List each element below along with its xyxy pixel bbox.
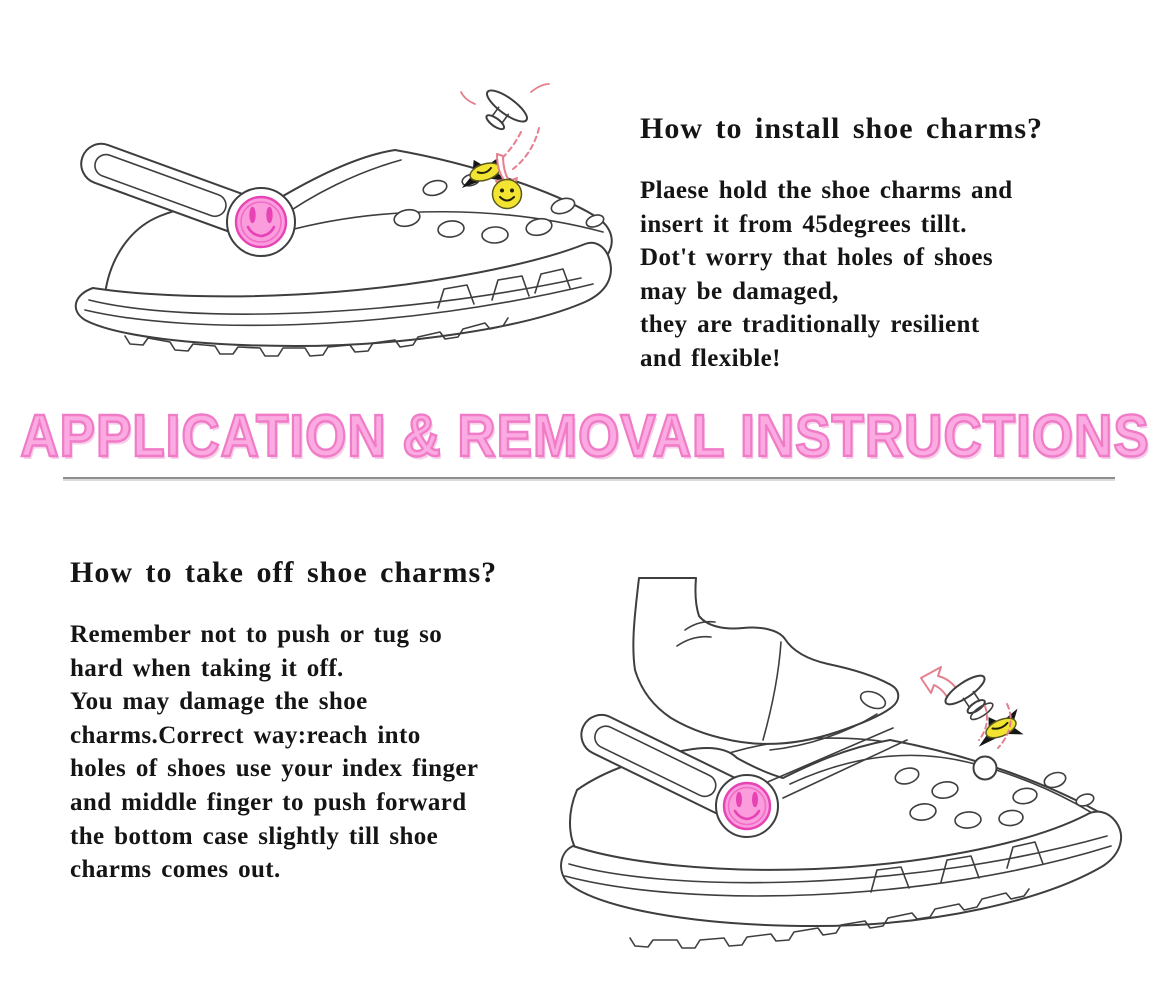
pink-smiley-charm: [227, 188, 295, 256]
instruction-line: hard when taking it off.: [70, 654, 344, 682]
yellow-smiley-charm: [493, 180, 522, 209]
charm-base-bump: [974, 757, 997, 780]
instruction-line: Dot't worry that holes of shoes: [640, 244, 994, 272]
instruction-line: and middle finger to push forward: [70, 788, 467, 816]
hand-illustration: [633, 578, 898, 750]
page-title: APPLICATION & REMOVAL INSTRUCTIONS: [20, 403, 1150, 470]
instruction-line: may be damaged,: [640, 277, 839, 305]
install-instructions: [640, 112, 1043, 376]
instruction-line: and flexible!: [640, 344, 781, 372]
install-body: [640, 174, 1043, 376]
instruction-line: holes of shoes use your index finger: [70, 755, 479, 783]
charm-side-view-icon: [473, 85, 531, 139]
install-heading: How to install shoe charms?: [640, 112, 1043, 145]
install-shoe-illustration: [55, 88, 625, 393]
pink-smiley-charm: [716, 775, 778, 837]
instruction-line: they are traditionally resilient: [640, 311, 980, 339]
instruction-line: charms comes out.: [70, 856, 281, 884]
instruction-line: the bottom case slightly till shoe: [70, 822, 439, 850]
removal-body: [70, 618, 497, 887]
instruction-line: charms.Correct way:reach into: [70, 721, 421, 749]
removal-heading: How to take off shoe charms?: [70, 556, 498, 589]
instruction-line: insert it from 45degrees tillt.: [640, 210, 967, 238]
instruction-line: Plaese hold the shoe charms and: [640, 177, 1013, 204]
hand-outline: [633, 578, 898, 744]
instruction-line: Remember not to push or tug so: [70, 621, 443, 648]
removal-diagram: [921, 667, 1028, 753]
removal-instructions: [70, 556, 497, 887]
divider-line: [63, 477, 1115, 481]
instruction-line: You may damage the shoe: [70, 688, 368, 716]
removal-shoe-illustration: [555, 578, 1170, 1004]
